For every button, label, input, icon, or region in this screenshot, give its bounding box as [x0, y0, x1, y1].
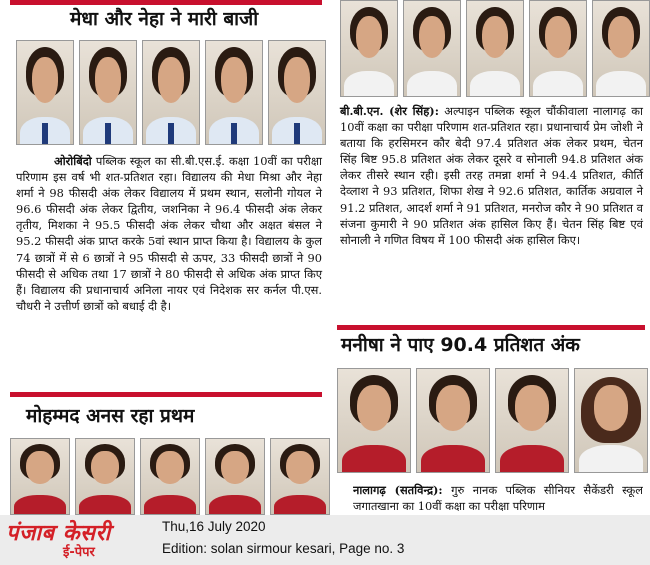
article-text: गुरु नानक पब्लिक सीनियर सैकेंडरी स्कूल जगातखाना का 10वीं कक्षा का परीक्षा परिणाम — [353, 483, 643, 514]
headline-medha-neha: मेधा और नेहा ने मारी बाजी — [70, 8, 259, 30]
student-photo — [268, 40, 326, 145]
student-photo — [337, 368, 411, 473]
student-photo — [270, 438, 330, 515]
headline-anas: मोहम्मद अनस रहा प्रथम — [26, 405, 195, 427]
student-photo — [205, 438, 265, 515]
student-photo — [416, 368, 490, 473]
student-photos-row — [10, 438, 330, 515]
student-photo — [592, 0, 650, 97]
edition-info: Edition: solan sirmour kesari, Page no. 3 — [162, 541, 405, 556]
student-photos-row — [337, 368, 648, 473]
article-lead-school: ओरोबिंदो — [54, 154, 92, 168]
article-body-medha — [16, 153, 322, 314]
student-photo — [75, 438, 135, 515]
student-photos-row — [340, 0, 650, 97]
student-photo — [340, 0, 398, 97]
student-photo — [205, 40, 263, 145]
article-text: अल्पाइन पब्लिक स्कूल चौंकीवाला नालागढ़ का 10वीं कक्षा का परीक्षा परिणाम शत-प्रतिशत रहा। प्रधानाचार्य प्रेम जोशी ने बताया कि हरसिमरन कौर बेदी 97.4 प्रतिशत अंक लेकर प्रथम, चेतन सिंह बिष्ट 95.8 प्रतिशत अंक लेकर दूसरे व सोनाली 94.8 प्रतिशत अंक लेकर तीसरे स्थान रही। इसी तरह तमन्ना शर्मा ने 94.4 प्रतिशत, कीर्ति देव्लाश ने 93 प्रतिशत, शिफा शेख ने 92.6 प्रतिशत, कार्तिक अग्रवाल ने 91.2 प्रतिशत, आदर्श शर्मा ने 91 प्रतिशत, मनरोज कौर ने 90 प्रतिशत व संजना कुमारी ने 90 प्रतिशत अंक हासिल किए हैं। चेतन सिंह बिष्ट एवं सोनाली ने गणित विषय में 100 फीसदी अंक हासिल किए। — [340, 104, 643, 247]
student-photo — [10, 438, 70, 515]
left-column — [0, 0, 330, 515]
student-photo — [16, 40, 74, 145]
article-text: पब्लिक स्कूल का सी.बी.एस.ई. कक्षा 10वीं का परीक्षा परिणाम इस वर्ष भी शत-प्रतिशत रहा। विद्यालय की मेधा मिश्रा और नेहा शर्मा ने 98 फीसदी अंक लेकर विद्यालय में प्रथम स्थान, सलोनी गोयल ने 96.6 फीसदी अंक लेकर द्वितीय, जशनिका ने 96.4 फीसदी अंक लेकर तृतीय, मिशका ने 95.5 फीसदी अंक लेकर चौथा और अक्षत बंसल ने 95.2 फीसदी अंक प्राप्त करके 5वां स्थान प्राप्त किया है। विद्यालय के कुल 74 छात्रों में से 6 छात्रों ने 95 फीसदी से ऊपर, 33 फीसदी छात्रों ने 90 फीसदी से अधिक तथा 17 छात्रों ने 80 फीसदी से अधिक अंक प्राप्त किए हैं। विद्यालय की प्रधानाचार्य अनिला नायर एवं निदेशक सर कर्नल पी.एस. चौधरी ने उत्तीर्ण छात्रों को बधाई दी है। — [16, 154, 322, 313]
publication-date: Thu,16 July 2020 — [162, 519, 266, 534]
student-photo — [79, 40, 137, 145]
epaper-label: ई-पेपर — [63, 545, 95, 560]
student-photo — [403, 0, 461, 97]
student-photo — [140, 438, 200, 515]
student-photo — [529, 0, 587, 97]
right-column — [335, 0, 650, 515]
headline-manisha: मनीषा ने पाए 90.4 प्रतिशत अंक — [341, 334, 580, 356]
article-lead-byline: नालागढ़ (सतविन्द्र): — [353, 483, 443, 497]
article-body-alpine — [340, 103, 643, 248]
student-photo — [466, 0, 524, 97]
student-photo — [495, 368, 569, 473]
student-photo — [574, 368, 648, 473]
section-rule — [10, 392, 322, 397]
student-photo — [142, 40, 200, 145]
epaper-footer — [0, 515, 650, 565]
article-body-manisha — [353, 482, 643, 514]
student-photos-row — [16, 40, 326, 145]
section-rule — [10, 0, 322, 5]
publication-logo: पंजाब केसरी — [6, 521, 111, 546]
section-rule — [337, 325, 645, 330]
article-lead-byline: बी.बी.एन. (शेर सिंह): — [340, 104, 439, 118]
